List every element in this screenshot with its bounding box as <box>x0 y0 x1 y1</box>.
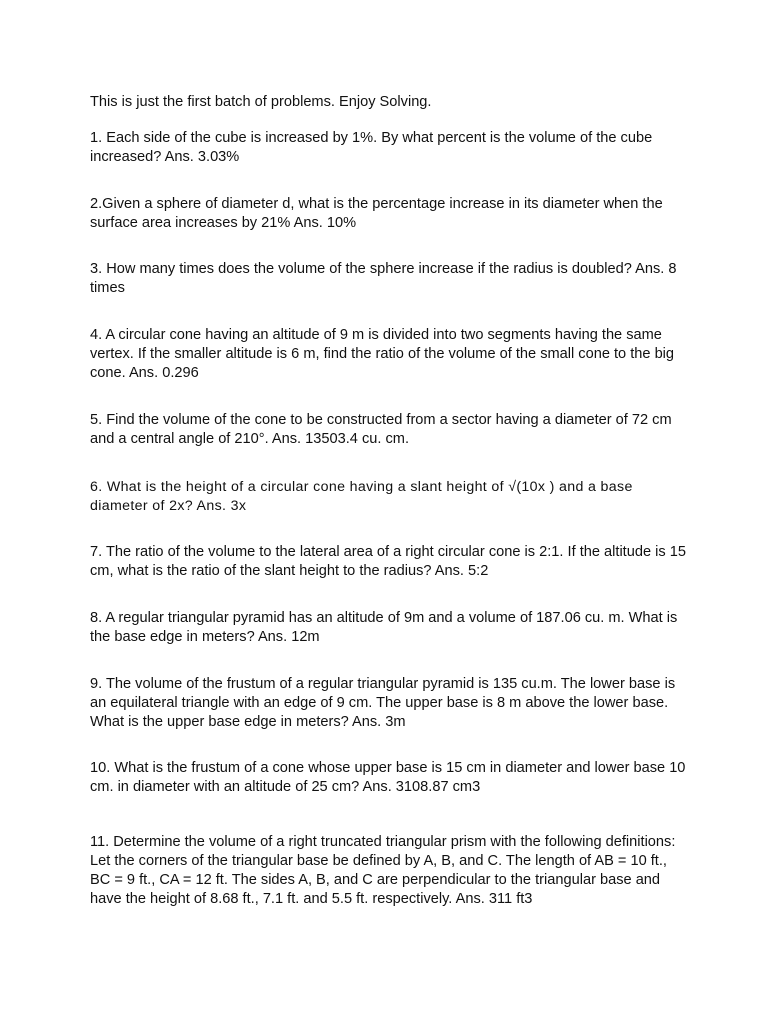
problem-11: 11. Determine the volume of a right truncated triangular prism with the following definitions: Let the corners of the triangular base be defined by A, B, and C. The length of AB = 10 ft., BC = 9 ft., CA = 12 ft. The sides A, B, and C are perpendicular to the triangular base and have the height of 8.68 ft., 7.1 ft. and 5.5 ft. respectively. Ans. 311 ft3 <box>90 834 676 907</box>
problem-9: 9. The volume of the frustum of a regular triangular pyramid is 135 cu.m. The lower base is an equilateral triangle with an edge of 9 cm. The upper base is 8 m above the lower base. What is the upper base edge in meters? Ans. 3m <box>90 676 676 730</box>
problem-3: 3. How many times does the volume of the sphere increase if the radius is doubled? Ans. 8 times <box>90 261 677 296</box>
problem-1: 1. Each side of the cube is increased by 1%. By what percent is the volume of the cube increased? Ans. 3.03% <box>90 130 653 165</box>
problem-5: 5. Find the volume of the cone to be constructed from a sector having a diameter of 72 cm and a central angle of 210°. Ans. 13503.4 cu. cm. <box>90 412 672 447</box>
problem-10: 10. What is the frustum of a cone whose upper base is 15 cm in diameter and lower base 10 cm. in diameter with an altitude of 25 cm? Ans. 3108.87 cm3 <box>90 760 686 795</box>
problem-2: 2.Given a sphere of diameter d, what is the percentage increase in its diameter when the surface area increases by 21% Ans. 10% <box>90 196 663 231</box>
intro-text: This is just the first batch of problems. Enjoy Solving. <box>90 94 432 110</box>
problem-7: 7. The ratio of the volume to the lateral area of a right circular cone is 2:1. If the altitude is 15 cm, what is the ratio of the slant height to the radius? Ans. 5:2 <box>90 544 686 579</box>
problem-4: 4. A circular cone having an altitude of 9 m is divided into two segments having the same vertex. If the smaller altitude is 6 m, find the ratio of the volume of the small cone to the big cone. Ans. 0.296 <box>90 327 675 381</box>
problem-6: 6. What is the height of a circular cone having a slant height of √(10x ) and a base diameter of 2x? Ans. 3x <box>90 479 633 514</box>
problem-8: 8. A regular triangular pyramid has an altitude of 9m and a volume of 187.06 cu. m. What is the base edge in meters? Ans. 12m <box>90 610 678 645</box>
